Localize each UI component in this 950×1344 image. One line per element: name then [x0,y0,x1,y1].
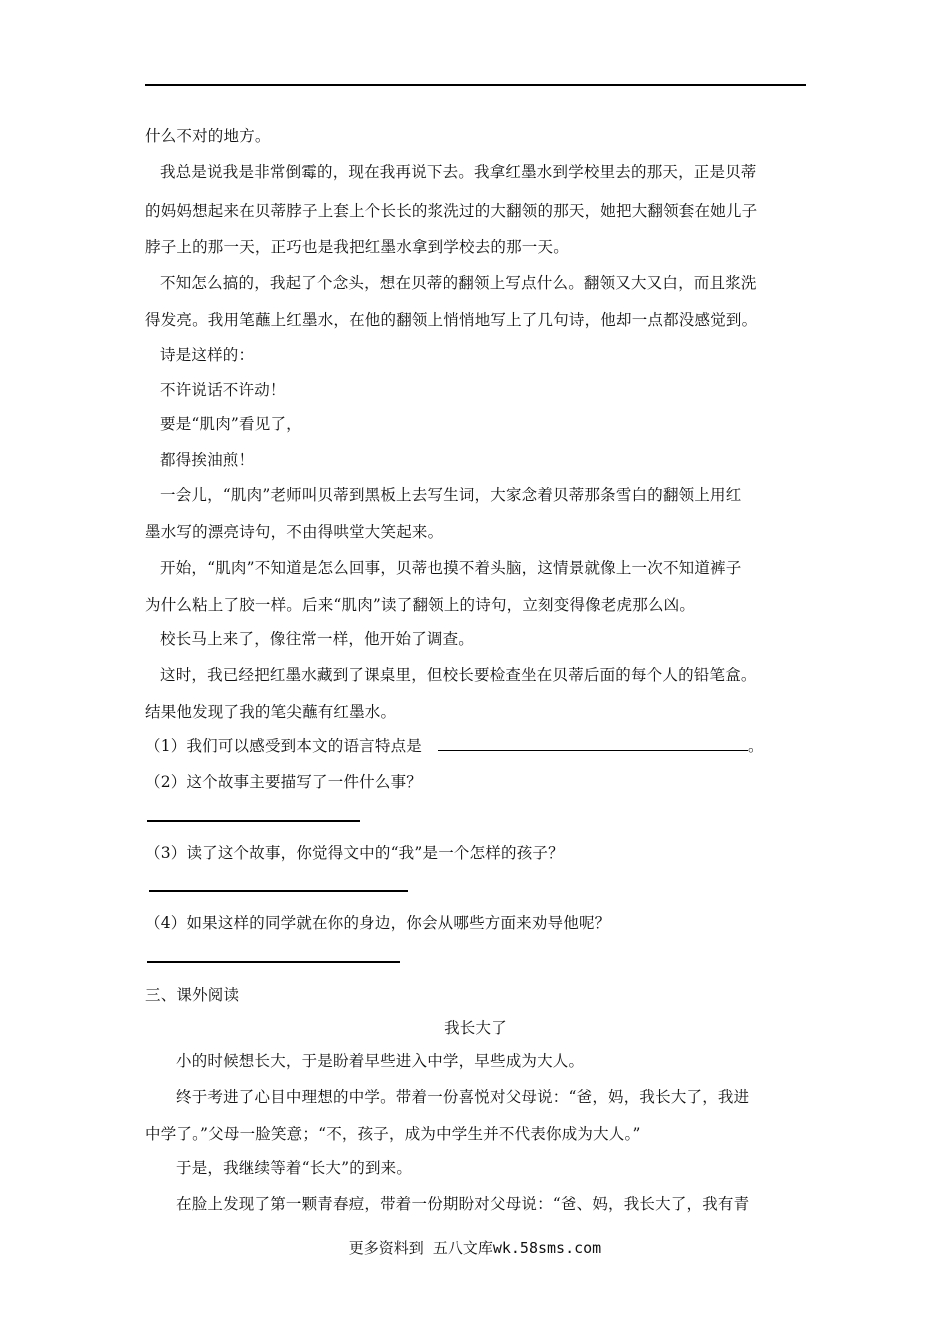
section-heading: 三、课外阅读 [145,986,240,1004]
paragraph-line: 诗是这样的： [160,346,255,364]
paragraph-line: 的妈妈想起来在贝蒂脖子上套上个长长的浆洗过的大翻领的那天，她把大翻领套在她儿子 [145,202,758,220]
paragraph-line: 小的时候想长大，于是盼着早些进入中学，早些成为大人。 [176,1052,585,1070]
paragraph-line: 中学了。”父母一脸笑意；“不，孩子，成为中学生并不代表你成为大人。” [145,1125,641,1143]
footer-link[interactable]: 更多资料到 五八文库wk.58sms.com [348,1239,602,1257]
poem-line: 不许说话不许动！ [160,381,286,399]
header-rule [145,84,806,86]
poem-line: 要是“肌肉”看见了， [160,415,302,433]
paragraph-line: 不知怎么搞的，我起了个念头，想在贝蒂的翻领上写点什么。翻领又大又白，而且浆洗 [160,274,757,292]
answer-line-2[interactable] [147,820,360,822]
article-title: 我长大了 [444,1019,507,1037]
question-4: （4）如果这样的同学就在你的身边，你会从哪些方面来劝导他呢？ [145,914,611,932]
question-1-text: （1）我们可以感受到本文的语言特点是 [145,737,422,755]
paragraph-line: 脖子上的那一天，正巧也是我把红墨水拿到学校去的那一天。 [145,238,569,256]
paragraph-line: 一会儿，“肌肉”老师叫贝蒂到黑板上去写生词，大家念着贝蒂那条雪白的翻领上用红 [160,486,742,504]
paragraph-line: 终于考进了心目中理想的中学。带着一份喜悦对父母说：“爸，妈，我长大了，我进 [176,1088,750,1106]
paragraph-line: 墨水写的漂亮诗句，不由得哄堂大笑起来。 [145,523,444,541]
paragraph-line: 结果他发现了我的笔尖蘸有红墨水。 [145,703,397,721]
question-1-end: 。 [747,737,764,755]
paragraph-line: 得发亮。我用笔蘸上红墨水，在他的翻领上悄悄地写上了几句诗，他却一点都没感觉到。 [145,311,758,329]
paragraph-line: 什么不对的地方。 [145,127,271,145]
answer-line-4[interactable] [147,961,400,963]
answer-blank-1[interactable] [438,736,748,751]
paragraph-line: 校长马上来了，像往常一样，他开始了调查。 [160,630,475,648]
paragraph-line: 在脸上发现了第一颗青春痘，带着一份期盼对父母说：“爸、妈，我长大了，我有青 [176,1195,750,1213]
paragraph-line: 为什么粘上了胶一样。后来“肌肉”读了翻领上的诗句，立刻变得像老虎那么凶。 [145,596,696,614]
poem-line: 都得挨油煎！ [160,451,255,469]
answer-line-3[interactable] [149,890,408,892]
paragraph-line: 我总是说我是非常倒霉的，现在我再说下去。我拿红墨水到学校里去的那天，正是贝蒂 [160,163,757,181]
question-1 [145,736,764,756]
question-3: （3）读了这个故事，你觉得文中的“我”是一个怎样的孩子？ [145,844,564,862]
paragraph-line: 开始，“肌肉”不知道是怎么回事，贝蒂也摸不着头脑，这情景就像上一次不知道裤子 [160,559,742,577]
paragraph-line: 这时，我已经把红墨水藏到了课桌里，但校长要检查坐在贝蒂后面的每个人的铅笔盒。 [160,666,757,684]
paragraph-line: 于是，我继续等着“长大”的到来。 [176,1159,413,1177]
question-2: （2）这个故事主要描写了一件什么事？ [145,773,422,791]
